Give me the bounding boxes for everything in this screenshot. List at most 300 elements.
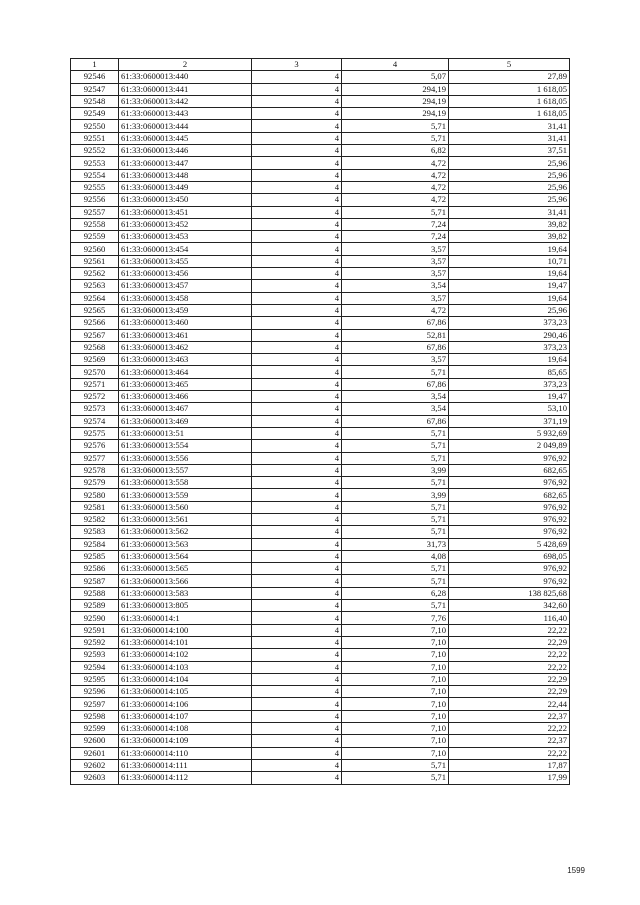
rate-cell: 5,71 (342, 501, 449, 513)
table-row (71, 268, 570, 280)
cadastral-number-cell: 61:33:0600013:443 (119, 108, 252, 120)
value-cell: 25,96 (449, 181, 570, 193)
category-cell: 4 (252, 292, 342, 304)
category-cell: 4 (252, 108, 342, 120)
table-row (71, 723, 570, 735)
table-row (71, 378, 570, 390)
rate-cell: 5,71 (342, 366, 449, 378)
table-row (71, 194, 570, 206)
category-cell: 4 (252, 194, 342, 206)
category-cell: 4 (252, 341, 342, 353)
row-number-cell: 92590 (71, 612, 119, 624)
cadastral-number-cell: 61:33:0600013:441 (119, 83, 252, 95)
value-cell: 290,46 (449, 329, 570, 341)
table-row (71, 71, 570, 83)
category-cell: 4 (252, 550, 342, 562)
table-row (71, 292, 570, 304)
table-row (71, 649, 570, 661)
value-cell: 2 049,89 (449, 440, 570, 452)
value-cell: 22,29 (449, 673, 570, 685)
table-row (71, 255, 570, 267)
table-row (71, 550, 570, 562)
category-cell: 4 (252, 563, 342, 575)
cadastral-number-cell: 61:33:0600013:51 (119, 427, 252, 439)
rate-cell: 3,57 (342, 255, 449, 267)
value-cell: 22,22 (449, 624, 570, 636)
category-cell: 4 (252, 317, 342, 329)
value-cell: 1 618,05 (449, 108, 570, 120)
category-cell: 4 (252, 464, 342, 476)
category-cell: 4 (252, 649, 342, 661)
table-row (71, 636, 570, 648)
rate-cell: 5,71 (342, 600, 449, 612)
row-number-cell: 92565 (71, 304, 119, 316)
rate-cell: 3,57 (342, 243, 449, 255)
value-cell: 22,37 (449, 735, 570, 747)
category-cell: 4 (252, 145, 342, 157)
value-cell: 22,22 (449, 723, 570, 735)
cadastral-number-cell: 61:33:0600013:442 (119, 95, 252, 107)
cadastral-number-cell: 61:33:0600013:554 (119, 440, 252, 452)
cadastral-number-cell: 61:33:0600013:465 (119, 378, 252, 390)
rate-cell: 7,76 (342, 612, 449, 624)
column-header-2: 2 (119, 59, 252, 71)
table-row (71, 403, 570, 415)
value-cell: 39,82 (449, 231, 570, 243)
value-cell: 31,41 (449, 206, 570, 218)
cadastral-number-cell: 61:33:0600013:583 (119, 587, 252, 599)
row-number-cell: 92546 (71, 71, 119, 83)
cadastral-number-cell: 61:33:0600014:105 (119, 686, 252, 698)
value-cell: 19,64 (449, 354, 570, 366)
cadastral-number-cell: 61:33:0600013:558 (119, 477, 252, 489)
cadastral-number-cell: 61:33:0600013:556 (119, 452, 252, 464)
row-number-cell: 92600 (71, 735, 119, 747)
cadastral-number-cell: 61:33:0600013:463 (119, 354, 252, 366)
cadastral-number-cell: 61:33:0600014:110 (119, 747, 252, 759)
row-number-cell: 92583 (71, 526, 119, 538)
row-number-cell: 92586 (71, 563, 119, 575)
value-cell: 19,64 (449, 243, 570, 255)
table-row (71, 612, 570, 624)
table-body (71, 71, 570, 784)
value-cell: 39,82 (449, 218, 570, 230)
category-cell: 4 (252, 440, 342, 452)
cadastral-number-cell: 61:33:0600013:452 (119, 218, 252, 230)
cadastral-number-cell: 61:33:0600014:108 (119, 723, 252, 735)
rate-cell: 294,19 (342, 83, 449, 95)
category-cell: 4 (252, 378, 342, 390)
cadastral-number-cell: 61:33:0600013:564 (119, 550, 252, 562)
value-cell: 976,92 (449, 513, 570, 525)
cadastral-number-cell: 61:33:0600013:563 (119, 538, 252, 550)
rate-cell: 7,10 (342, 735, 449, 747)
table-row (71, 317, 570, 329)
cadastral-number-cell: 61:33:0600013:454 (119, 243, 252, 255)
table-row (71, 563, 570, 575)
cadastral-number-cell: 61:33:0600014:101 (119, 636, 252, 648)
rate-cell: 67,86 (342, 317, 449, 329)
table-row (71, 415, 570, 427)
cadastral-number-cell: 61:33:0600014:107 (119, 710, 252, 722)
rate-cell: 5,07 (342, 71, 449, 83)
cadastral-number-cell: 61:33:0600013:447 (119, 157, 252, 169)
rate-cell: 4,72 (342, 169, 449, 181)
row-number-cell: 92561 (71, 255, 119, 267)
row-number-cell: 92569 (71, 354, 119, 366)
rate-cell: 5,71 (342, 440, 449, 452)
table-row (71, 206, 570, 218)
rate-cell: 7,10 (342, 747, 449, 759)
category-cell: 4 (252, 526, 342, 538)
table-row (71, 661, 570, 673)
value-cell: 31,41 (449, 132, 570, 144)
value-cell: 373,23 (449, 341, 570, 353)
row-number-cell: 92581 (71, 501, 119, 513)
value-cell: 682,65 (449, 464, 570, 476)
category-cell: 4 (252, 255, 342, 267)
row-number-cell: 92554 (71, 169, 119, 181)
value-cell: 19,64 (449, 268, 570, 280)
row-number-cell: 92563 (71, 280, 119, 292)
row-number-cell: 92548 (71, 95, 119, 107)
category-cell: 4 (252, 759, 342, 771)
row-number-cell: 92595 (71, 673, 119, 685)
row-number-cell: 92603 (71, 772, 119, 784)
value-cell: 25,96 (449, 157, 570, 169)
table-row (71, 452, 570, 464)
rate-cell: 3,57 (342, 354, 449, 366)
row-number-cell: 92578 (71, 464, 119, 476)
rate-cell: 67,86 (342, 415, 449, 427)
cadastral-number-cell: 61:33:0600013:557 (119, 464, 252, 476)
cadastral-number-cell: 61:33:0600013:559 (119, 489, 252, 501)
category-cell: 4 (252, 268, 342, 280)
rate-cell: 7,10 (342, 624, 449, 636)
value-cell: 37,51 (449, 145, 570, 157)
column-header-1: 1 (71, 59, 119, 71)
value-cell: 19,47 (449, 280, 570, 292)
value-cell: 10,71 (449, 255, 570, 267)
category-cell: 4 (252, 513, 342, 525)
row-number-cell: 92588 (71, 587, 119, 599)
table-row (71, 354, 570, 366)
row-number-cell: 92551 (71, 132, 119, 144)
value-cell: 976,92 (449, 526, 570, 538)
table-row (71, 587, 570, 599)
cadastral-number-cell: 61:33:0600013:560 (119, 501, 252, 513)
cadastral-number-cell: 61:33:0600013:448 (119, 169, 252, 181)
rate-cell: 5,71 (342, 526, 449, 538)
rate-cell: 67,86 (342, 341, 449, 353)
table-row (71, 624, 570, 636)
table-row (71, 501, 570, 513)
row-number-cell: 92584 (71, 538, 119, 550)
row-number-cell: 92596 (71, 686, 119, 698)
rate-cell: 7,10 (342, 649, 449, 661)
table-row (71, 145, 570, 157)
rate-cell: 7,10 (342, 661, 449, 673)
value-cell: 5 428,69 (449, 538, 570, 550)
category-cell: 4 (252, 304, 342, 316)
table-row (71, 477, 570, 489)
value-cell: 22,22 (449, 747, 570, 759)
table-row (71, 440, 570, 452)
table-row (71, 513, 570, 525)
rate-cell: 294,19 (342, 95, 449, 107)
value-cell: 31,41 (449, 120, 570, 132)
cadastral-number-cell: 61:33:0600014:100 (119, 624, 252, 636)
rate-cell: 5,71 (342, 120, 449, 132)
row-number-cell: 92559 (71, 231, 119, 243)
category-cell: 4 (252, 243, 342, 255)
rate-cell: 52,81 (342, 329, 449, 341)
table-row (71, 673, 570, 685)
category-cell: 4 (252, 698, 342, 710)
rate-cell: 294,19 (342, 108, 449, 120)
row-number-cell: 92555 (71, 181, 119, 193)
cadastral-number-cell: 61:33:0600014:1 (119, 612, 252, 624)
value-cell: 976,92 (449, 575, 570, 587)
row-number-cell: 92577 (71, 452, 119, 464)
row-number-cell: 92593 (71, 649, 119, 661)
rate-cell: 7,24 (342, 231, 449, 243)
category-cell: 4 (252, 169, 342, 181)
rate-cell: 4,72 (342, 181, 449, 193)
rate-cell: 67,86 (342, 378, 449, 390)
rate-cell: 3,54 (342, 403, 449, 415)
row-number-cell: 92574 (71, 415, 119, 427)
value-cell: 25,96 (449, 304, 570, 316)
value-cell: 85,65 (449, 366, 570, 378)
value-cell: 976,92 (449, 501, 570, 513)
cadastral-number-cell: 61:33:0600014:111 (119, 759, 252, 771)
value-cell: 25,96 (449, 169, 570, 181)
row-number-cell: 92580 (71, 489, 119, 501)
row-number-cell: 92549 (71, 108, 119, 120)
value-cell: 17,99 (449, 772, 570, 784)
row-number-cell: 92567 (71, 329, 119, 341)
cadastral-number-cell: 61:33:0600013:566 (119, 575, 252, 587)
rate-cell: 4,72 (342, 304, 449, 316)
rate-cell: 5,71 (342, 513, 449, 525)
category-cell: 4 (252, 231, 342, 243)
value-cell: 22,29 (449, 636, 570, 648)
category-cell: 4 (252, 636, 342, 648)
rate-cell: 6,28 (342, 587, 449, 599)
table-row (71, 218, 570, 230)
row-number-cell: 92552 (71, 145, 119, 157)
cadastral-number-cell: 61:33:0600014:104 (119, 673, 252, 685)
cadastral-number-cell: 61:33:0600014:112 (119, 772, 252, 784)
table-row (71, 772, 570, 784)
row-number-cell: 92579 (71, 477, 119, 489)
category-cell: 4 (252, 427, 342, 439)
table-row (71, 280, 570, 292)
category-cell: 4 (252, 415, 342, 427)
table-row (71, 391, 570, 403)
rate-cell: 5,71 (342, 477, 449, 489)
table-row (71, 489, 570, 501)
category-cell: 4 (252, 686, 342, 698)
cadastral-number-cell: 61:33:0600013:455 (119, 255, 252, 267)
table-row (71, 538, 570, 550)
category-cell: 4 (252, 477, 342, 489)
table-row (71, 157, 570, 169)
rate-cell: 4,72 (342, 157, 449, 169)
row-number-cell: 92550 (71, 120, 119, 132)
cadastral-number-cell: 61:33:0600013:461 (119, 329, 252, 341)
rate-cell: 5,71 (342, 452, 449, 464)
value-cell: 976,92 (449, 452, 570, 464)
value-cell: 22,29 (449, 686, 570, 698)
row-number-cell: 92585 (71, 550, 119, 562)
row-number-cell: 92601 (71, 747, 119, 759)
cadastral-number-cell: 61:33:0600013:453 (119, 231, 252, 243)
row-number-cell: 92564 (71, 292, 119, 304)
category-cell: 4 (252, 366, 342, 378)
row-number-cell: 92572 (71, 391, 119, 403)
table-row (71, 132, 570, 144)
rate-cell: 7,24 (342, 218, 449, 230)
column-header-4: 4 (342, 59, 449, 71)
row-number-cell: 92573 (71, 403, 119, 415)
value-cell: 682,65 (449, 489, 570, 501)
category-cell: 4 (252, 673, 342, 685)
category-cell: 4 (252, 489, 342, 501)
table-row (71, 341, 570, 353)
table-row (71, 464, 570, 476)
row-number-cell: 92575 (71, 427, 119, 439)
column-header-3: 3 (252, 59, 342, 71)
rate-cell: 7,10 (342, 686, 449, 698)
value-cell: 17,87 (449, 759, 570, 771)
table-row (71, 735, 570, 747)
table-row (71, 600, 570, 612)
category-cell: 4 (252, 501, 342, 513)
rate-cell: 7,10 (342, 636, 449, 648)
cadastral-number-cell: 61:33:0600014:103 (119, 661, 252, 673)
row-number-cell: 92576 (71, 440, 119, 452)
value-cell: 25,96 (449, 194, 570, 206)
rate-cell: 7,10 (342, 710, 449, 722)
cadastral-number-cell: 61:33:0600014:109 (119, 735, 252, 747)
cadastral-number-cell: 61:33:0600013:446 (119, 145, 252, 157)
row-number-cell: 92560 (71, 243, 119, 255)
cadastral-number-cell: 61:33:0600014:102 (119, 649, 252, 661)
cadastral-number-cell: 61:33:0600013:460 (119, 317, 252, 329)
category-cell: 4 (252, 600, 342, 612)
row-number-cell: 92587 (71, 575, 119, 587)
column-header-5: 5 (449, 59, 570, 71)
table-row (71, 759, 570, 771)
category-cell: 4 (252, 157, 342, 169)
category-cell: 4 (252, 575, 342, 587)
rate-cell: 3,54 (342, 391, 449, 403)
value-cell: 19,64 (449, 292, 570, 304)
rate-cell: 5,71 (342, 206, 449, 218)
table-row (71, 686, 570, 698)
cadastral-number-cell: 61:33:0600013:450 (119, 194, 252, 206)
category-cell: 4 (252, 772, 342, 784)
cadastral-value-table (70, 58, 570, 785)
value-cell: 342,60 (449, 600, 570, 612)
row-number-cell: 92597 (71, 698, 119, 710)
rate-cell: 3,99 (342, 489, 449, 501)
table-row (71, 120, 570, 132)
category-cell: 4 (252, 723, 342, 735)
row-number-cell: 92602 (71, 759, 119, 771)
table-row (71, 427, 570, 439)
category-cell: 4 (252, 403, 342, 415)
table-row (71, 329, 570, 341)
value-cell: 138 825,68 (449, 587, 570, 599)
value-cell: 22,37 (449, 710, 570, 722)
cadastral-number-cell: 61:33:0600013:444 (119, 120, 252, 132)
rate-cell: 5,71 (342, 575, 449, 587)
cadastral-number-cell: 61:33:0600013:565 (119, 563, 252, 575)
category-cell: 4 (252, 95, 342, 107)
rate-cell: 5,71 (342, 132, 449, 144)
row-number-cell: 92599 (71, 723, 119, 735)
row-number-cell: 92582 (71, 513, 119, 525)
rate-cell: 4,72 (342, 194, 449, 206)
cadastral-number-cell: 61:33:0600013:469 (119, 415, 252, 427)
rate-cell: 5,71 (342, 759, 449, 771)
cadastral-number-cell: 61:33:0600013:462 (119, 341, 252, 353)
cadastral-number-cell: 61:33:0600013:805 (119, 600, 252, 612)
table-row (71, 747, 570, 759)
value-cell: 1 618,05 (449, 95, 570, 107)
rate-cell: 4,08 (342, 550, 449, 562)
row-number-cell: 92571 (71, 378, 119, 390)
value-cell: 22,22 (449, 661, 570, 673)
value-cell: 976,92 (449, 477, 570, 489)
cadastral-number-cell: 61:33:0600013:464 (119, 366, 252, 378)
rate-cell: 5,71 (342, 772, 449, 784)
cadastral-number-cell: 61:33:0600013:459 (119, 304, 252, 316)
table-row (71, 526, 570, 538)
rate-cell: 7,10 (342, 673, 449, 685)
table-row (71, 710, 570, 722)
table-row (71, 243, 570, 255)
cadastral-number-cell: 61:33:0600013:467 (119, 403, 252, 415)
rate-cell: 7,10 (342, 698, 449, 710)
rate-cell: 3,99 (342, 464, 449, 476)
rate-cell: 7,10 (342, 723, 449, 735)
row-number-cell: 92568 (71, 341, 119, 353)
category-cell: 4 (252, 181, 342, 193)
cadastral-number-cell: 61:33:0600013:458 (119, 292, 252, 304)
cadastral-number-cell: 61:33:0600013:562 (119, 526, 252, 538)
category-cell: 4 (252, 587, 342, 599)
category-cell: 4 (252, 71, 342, 83)
category-cell: 4 (252, 538, 342, 550)
category-cell: 4 (252, 735, 342, 747)
row-number-cell: 92553 (71, 157, 119, 169)
table-row (71, 698, 570, 710)
value-cell: 373,23 (449, 317, 570, 329)
category-cell: 4 (252, 661, 342, 673)
category-cell: 4 (252, 710, 342, 722)
row-number-cell: 92556 (71, 194, 119, 206)
category-cell: 4 (252, 354, 342, 366)
cadastral-number-cell: 61:33:0600013:561 (119, 513, 252, 525)
value-cell: 19,47 (449, 391, 570, 403)
cadastral-number-cell: 61:33:0600013:456 (119, 268, 252, 280)
category-cell: 4 (252, 747, 342, 759)
cadastral-number-cell: 61:33:0600013:449 (119, 181, 252, 193)
